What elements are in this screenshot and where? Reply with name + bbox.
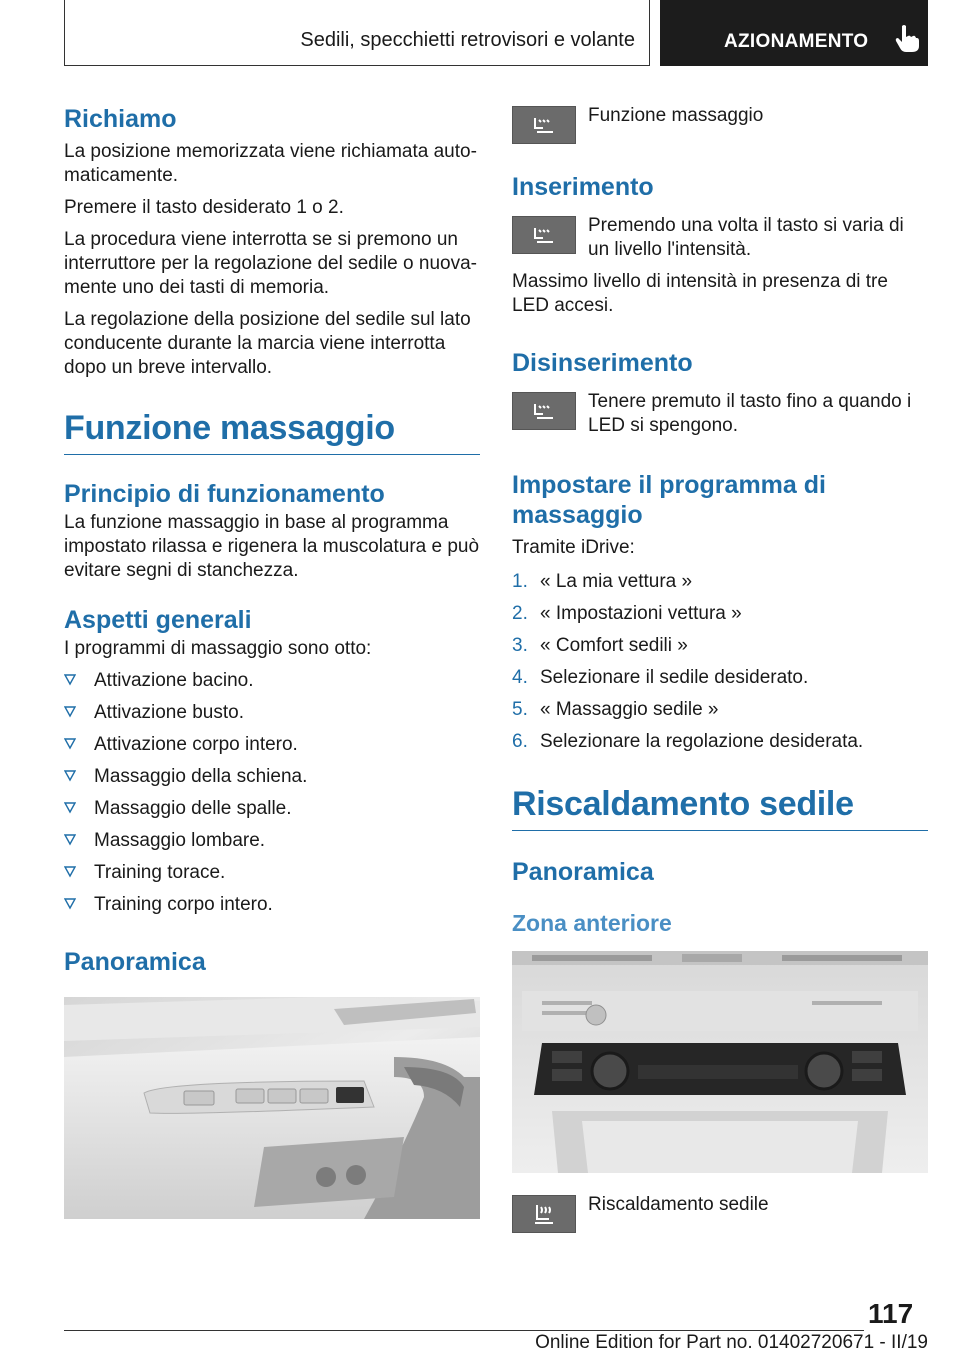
inserimento-icon-row (512, 214, 928, 262)
triangle-bullet-icon (64, 704, 76, 718)
principio-heading: Principio di funzionamento (64, 480, 385, 508)
list-item: Massaggio della schiena. (64, 765, 480, 789)
pointing-hand-icon (894, 24, 920, 54)
richiamo-paragraph-4: La regolazione della posizione del sedile sul lato conducente durante la marcia viene interrotta dopo un breve intervallo. (64, 309, 471, 378)
list-item: Training corpo intero. (64, 893, 480, 917)
richiamo-paragraph-2: Premere il tasto desiderato 1 o 2. (64, 197, 344, 218)
inserimento-icon-text: Premendo una volta il tasto si varia di un livello l'intensità. (588, 215, 904, 260)
panoramica-heading-left: Panoramica (64, 948, 206, 976)
door-panel-photo (64, 997, 480, 1219)
list-item: 6. Selezionare la regolazione desiderata. (512, 731, 864, 752)
massage-button-icon (512, 216, 576, 254)
inserimento-heading: Inserimento (512, 173, 654, 201)
door-panel-illustration (64, 997, 480, 1219)
triangle-bullet-icon (64, 800, 76, 814)
programmi-list (64, 669, 480, 917)
triangle-bullet-icon (64, 672, 76, 686)
list-item: Attivazione corpo intero. (64, 733, 480, 757)
massaggio-heading: Funzione massaggio (64, 408, 480, 455)
riscaldamento-icon-row (512, 1193, 928, 1233)
climate-panel-illustration (512, 951, 928, 1173)
disinserimento-icon-row (512, 390, 928, 438)
disinserimento-heading: Disinserimento (512, 349, 693, 377)
aspetti-heading: Aspetti generali (64, 606, 252, 634)
seat-heating-button-icon (512, 1195, 576, 1233)
footer-edition: Online Edition for Part no. 01402720671 - II/19 (535, 1332, 928, 1353)
triangle-bullet-icon (64, 864, 76, 878)
zona-anteriore-heading: Zona anteriore (512, 910, 672, 936)
left-column (64, 100, 480, 1219)
header-chapter-title: AZIONAMENTO (724, 31, 869, 52)
richiamo-paragraph-3: La procedura viene interrotta se si premono un interruttore per la regolazione del sedile o nuovamente uno dei tasti di memoria. (64, 229, 477, 298)
disinserimento-icon-text: Tenere premuto il tasto fino a quando i LED si spengono. (588, 391, 912, 436)
list-item: 1. « La mia vettura » (512, 571, 693, 592)
richiamo-paragraph-1: La posizione memorizzata viene richiamata automaticamente. (64, 141, 477, 186)
list-item: 3. « Comfort sedili » (512, 635, 688, 656)
principio-paragraph: La funzione massaggio in base al programma impostato rilassa e rigenera la muscolatura e può evitare segni di stanchezza. (64, 512, 480, 581)
triangle-bullet-icon (64, 896, 76, 910)
impostare-heading: Impostare il programma di massaggio (512, 471, 826, 529)
header-chapter (660, 0, 928, 66)
triangle-bullet-icon (64, 832, 76, 846)
list-item: Massaggio lombare. (64, 829, 480, 853)
header-section-title: Sedili, specchietti retrovisori e volante (300, 29, 635, 51)
richiamo-heading: Richiamo (64, 105, 177, 133)
panoramica-heading-right: Panoramica (512, 858, 654, 886)
page-number: 117 (868, 1298, 914, 1329)
massage-button-icon (512, 392, 576, 430)
list-item: Attivazione busto. (64, 701, 480, 725)
riscaldamento-heading: Riscaldamento sedile (512, 784, 928, 831)
massaggio-icon-label: Funzione massaggio (588, 105, 764, 126)
riscaldamento-icon-label: Riscaldamento sedile (588, 1194, 769, 1215)
right-column (512, 100, 928, 1233)
list-item: Massaggio delle spalle. (64, 797, 480, 821)
list-item: Training torace. (64, 861, 480, 885)
massaggio-icon-row (512, 104, 928, 144)
massage-button-icon (512, 106, 576, 144)
impostare-steps (512, 570, 928, 754)
list-item: 2. « Impostazioni vettura » (512, 603, 742, 624)
triangle-bullet-icon (64, 768, 76, 782)
list-item: 4. Selezionare il sedile desiderato. (512, 667, 809, 688)
aspetti-paragraph: I programmi di massaggio sono otto: (64, 638, 372, 659)
footer-rule (64, 1330, 864, 1331)
climate-panel-photo (512, 951, 928, 1173)
impostare-intro: Tramite iDrive: (512, 537, 635, 558)
triangle-bullet-icon (64, 736, 76, 750)
list-item: Attivazione bacino. (64, 669, 480, 693)
header-section (64, 0, 650, 66)
inserimento-paragraph: Massimo livello di intensità in presenza di tre LED accesi. (512, 271, 888, 316)
list-item: 5. « Massaggio sedile » (512, 699, 719, 720)
